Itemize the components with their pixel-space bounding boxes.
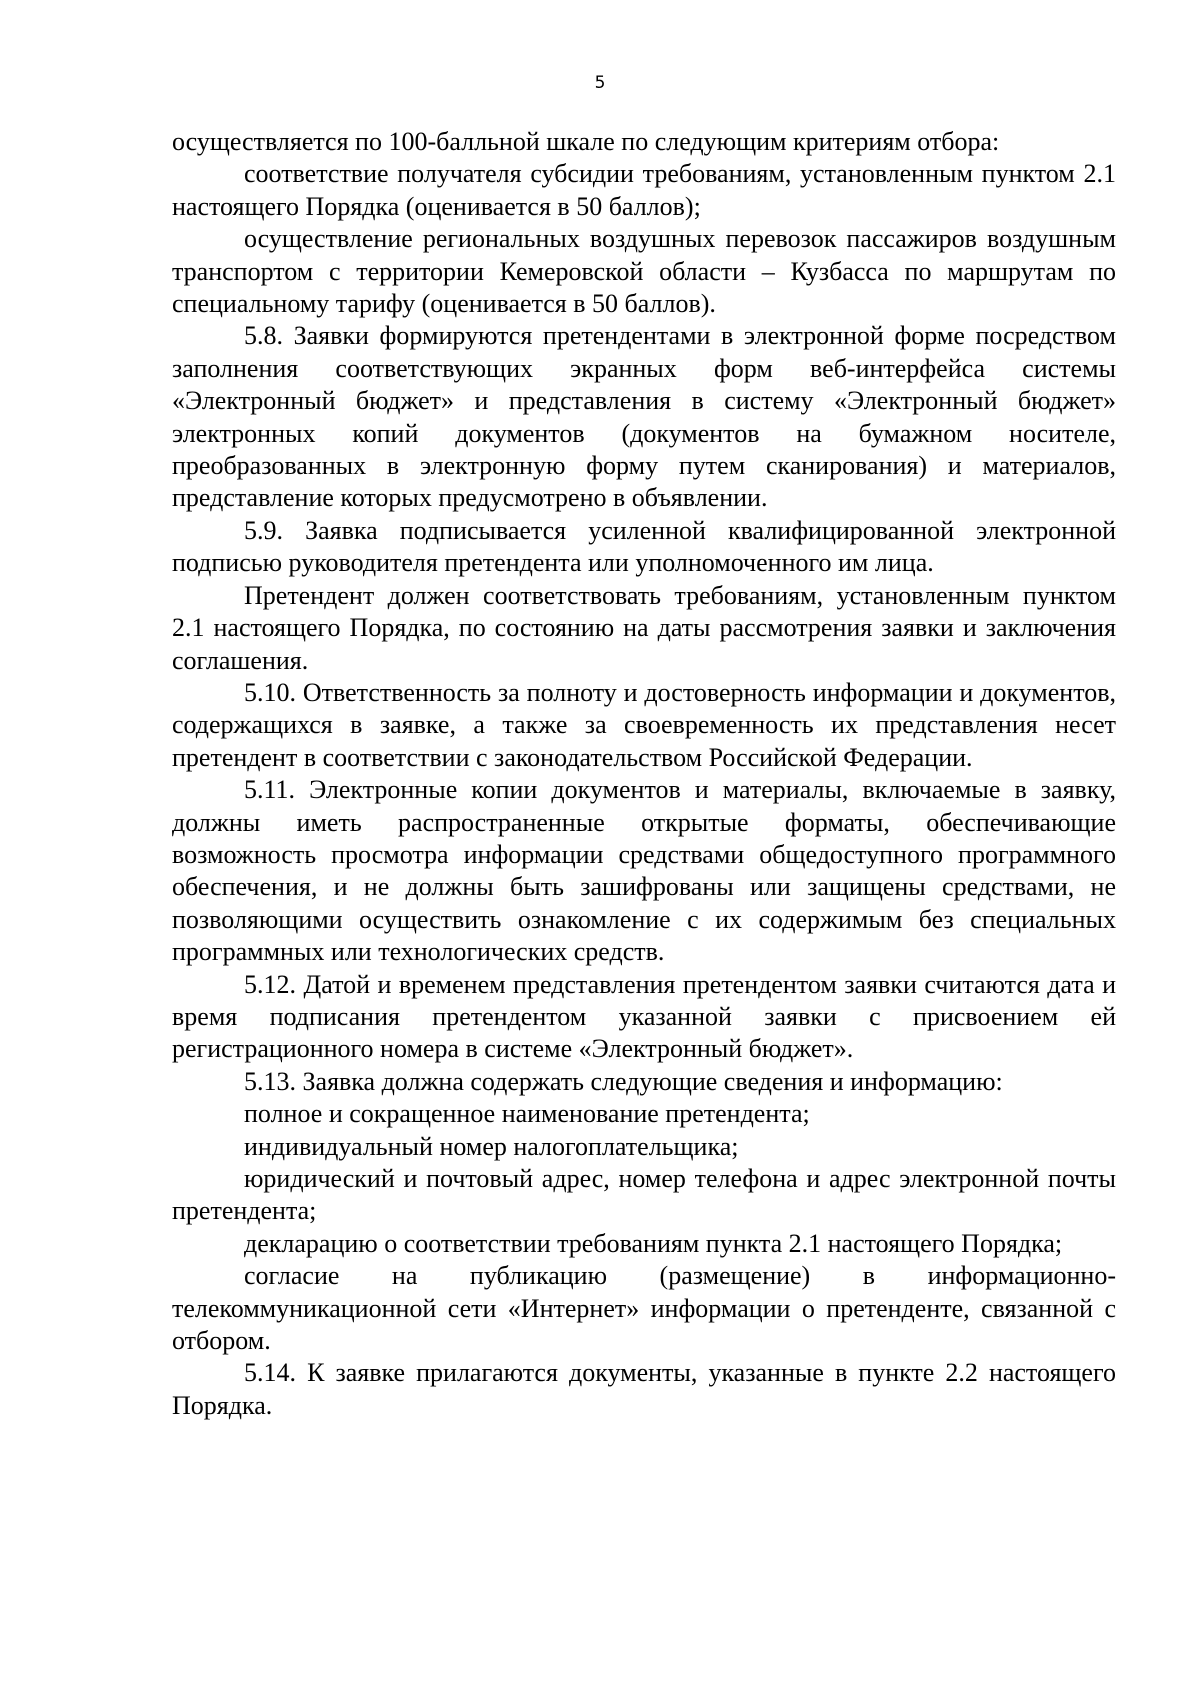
paragraph: декларацию о соответствии требованиям пункта 2.1 настоящего Порядка;	[244, 1228, 1063, 1258]
page-number: 5	[594, 73, 606, 93]
paragraph: юридический и почтовый адрес, номер телефона и адрес электронной почты претендента;	[172, 1164, 1116, 1226]
paragraph: Претендент должен соответствовать требованиям, установленным пунктом 2.1 настоящего Порядка, по состоянию на даты рассмотрения заявки и заключения соглашения.	[172, 580, 1116, 675]
paragraph: 5.9. Заявка подписывается усиленной квалифицированной электронной подписью руководителя претендента или уполномоченного им лица.	[172, 515, 1116, 578]
paragraph: 5.11. Электронные копии документов и материалы, включаемые в заявку, должны иметь распространенные открытые форматы, обеспечивающие возможность просмотра информации средствами общедоступного программного обеспечения, и не должны быть зашифрованы или защищены средствами, не позволяющими осуществить ознакомление с их содержимым без специальных программных или технологических средств.	[172, 775, 1116, 967]
paragraph: 5.10. Ответственность за полноту и достоверность информации и документов, содержащихся в заявке, а также за своевременность их представления несет претендент в соответствии с законодательством Российской Федерации.	[172, 677, 1116, 772]
paragraph: 5.12. Датой и временем представления претендентом заявки считаются дата и время подписания претендентом указанной заявки с присвоением ей регистрационного номера в системе «Электронный бюджет».	[172, 969, 1116, 1064]
paragraph: 5.8. Заявки формируются претендентами в электронной форме посредством заполнения соответствующих экранных форм веб-интерфейса системы «Электронный бюджет» и представления в систему «Электронный бюджет» электронных копий документов (документов на бумажном носителе, преобразованных в электронную форму путем сканирования) и материалов, представление которых предусмотрено в объявлении.	[172, 321, 1116, 513]
paragraph: индивидуальный номер налогоплательщика;	[244, 1131, 739, 1161]
paragraph: полное и сокращенное наименование претендента;	[244, 1099, 810, 1129]
paragraph: осуществляется по 100-балльной шкале по следующим критериям отбора:	[172, 127, 1000, 156]
paragraph: осуществление региональных воздушных перевозок пассажиров воздушным транспортом с территории Кемеровской области – Кузбасса по маршрутам по специальному тарифу (оценивается в 50 баллов).	[172, 224, 1116, 319]
document-body	[172, 126, 1116, 1422]
paragraph: 5.13. Заявка должна содержать следующие сведения и информацию:	[244, 1066, 1003, 1096]
paragraph: согласие на публикацию (размещение) в информационно-телекоммуникационной сети «Интернет» информации о претенденте, связанной с отбором.	[172, 1261, 1116, 1356]
paragraph: соответствие получателя субсидии требованиям, установленным пунктом 2.1 настоящего Порядка (оценивается в 50 баллов);	[172, 159, 1116, 221]
paragraph: 5.14. К заявке прилагаются документы, указанные в пункте 2.2 настоящего Порядка.	[172, 1358, 1116, 1420]
